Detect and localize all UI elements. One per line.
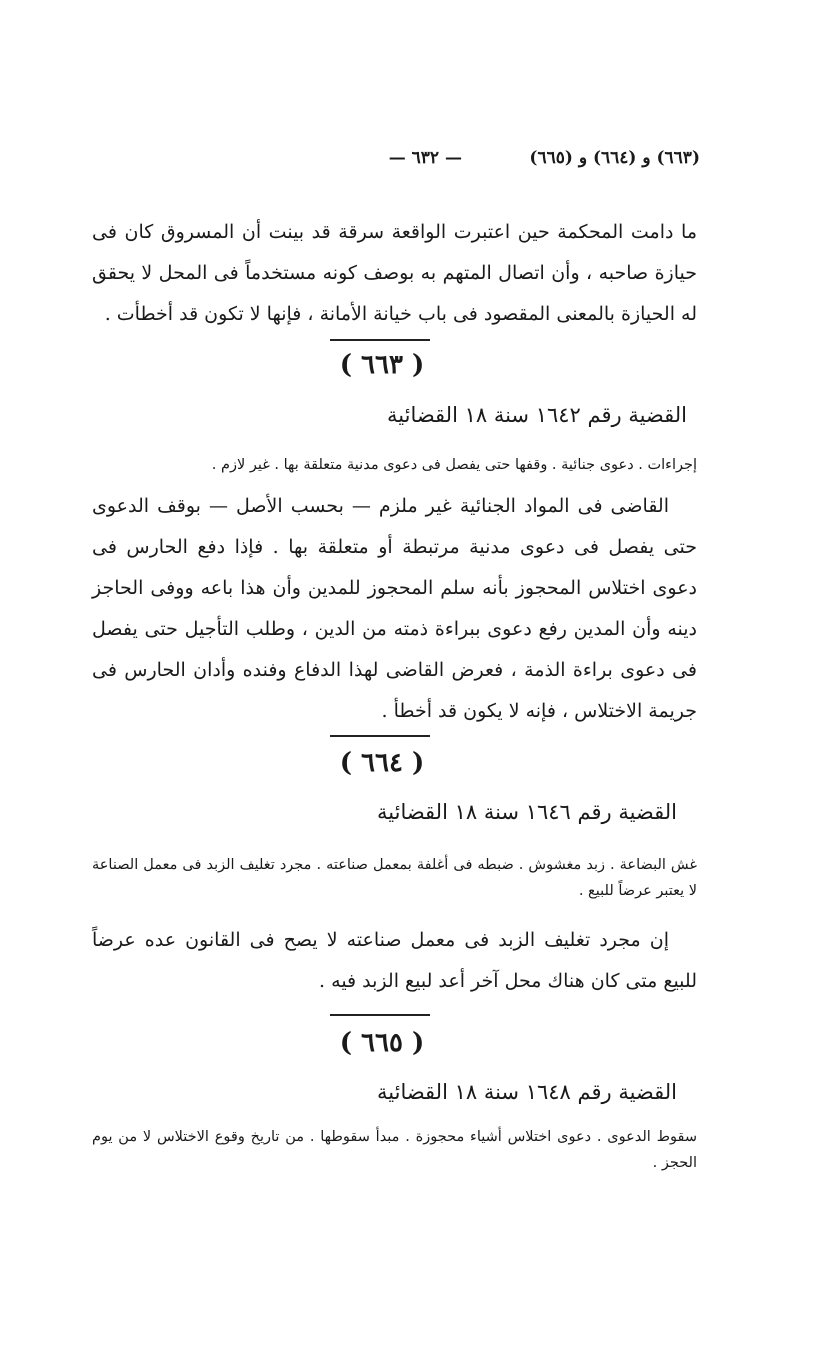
case-number: ( ٦٦٥ ) [339,1028,425,1058]
case-text: إن مجرد تغليف الزبد فى معمل صناعته لا يصح فى القانون عده عرضاً للبيع متى كان هناك محل آخر أعد لبيع الزبد فيه . [92,929,697,992]
section-divider [330,735,430,737]
case-text: القاضى فى المواد الجنائية غير ملزم — بحسب الأصل — بوقف الدعوى حتى يفصل فى دعوى مدنية مرتبطة أو متعلقة بها . فإذا دفع الحارس فى دعوى اختلاس المحجوز بأنه سلم المحجوز للمدين وأن هذا باعه ووفى الحاجز دينه وأن المدين رفع دعوى ببراءة ذمته من الدين ، وطلب التأجيل حتى يفصل فى دعوى براءة الذمة ، فعرض القاضى لهذا الدفاع وفنده وأدان الحارس فى جريمة الاختلاس ، فإنه لا يكون قد أخطأ . [92,495,697,722]
case-keywords: غش البضاعة . زبد مغشوش . ضبطه فى أغلفة بمعمل صناعته . مجرد تغليف الزبد فى معمل الصناعة لا يعتبر عرضاً للبيع . [92,857,697,899]
section-divider [330,339,430,341]
case-number: ( ٦٦٤ ) [339,748,425,778]
running-head [100,148,700,176]
case-number: ( ٦٦٣ ) [339,350,425,380]
section-divider [330,1014,430,1016]
case-reference: القضية رقم ١٦٤٦ سنة ١٨ القضائية [377,800,677,824]
running-head-cases: (٦٦٣) و (٦٦٤) و (٦٦٥) [529,148,700,168]
case-reference: القضية رقم ١٦٤٢ سنة ١٨ القضائية [387,403,687,427]
page-number: — ٦٣٢ — [388,148,462,168]
opening-paragraph: ما دامت المحكمة حين اعتبرت الواقعة سرقة قد بينت أن المسروق كان فى حيازة صاحبه ، وأن اتصال المتهم به بوصف كونه مستخدماً فى المحل لا يحقق له الحيازة بالمعنى المقصود فى باب خيانة الأمانة ، فإنها لا تكون قد أخطأت . [92,221,697,325]
case-keywords: إجراءات . دعوى جنائية . وقفها حتى يفصل فى دعوى مدنية متعلقة بها . غير لازم . [211,457,697,473]
case-reference: القضية رقم ١٦٤٨ سنة ١٨ القضائية [377,1080,677,1104]
case-keywords: سقوط الدعوى . دعوى اختلاس أشياء محجوزة . مبدأ سقوطها . من تاريخ وقوع الاختلاس لا من يوم الحجز . [92,1129,697,1171]
